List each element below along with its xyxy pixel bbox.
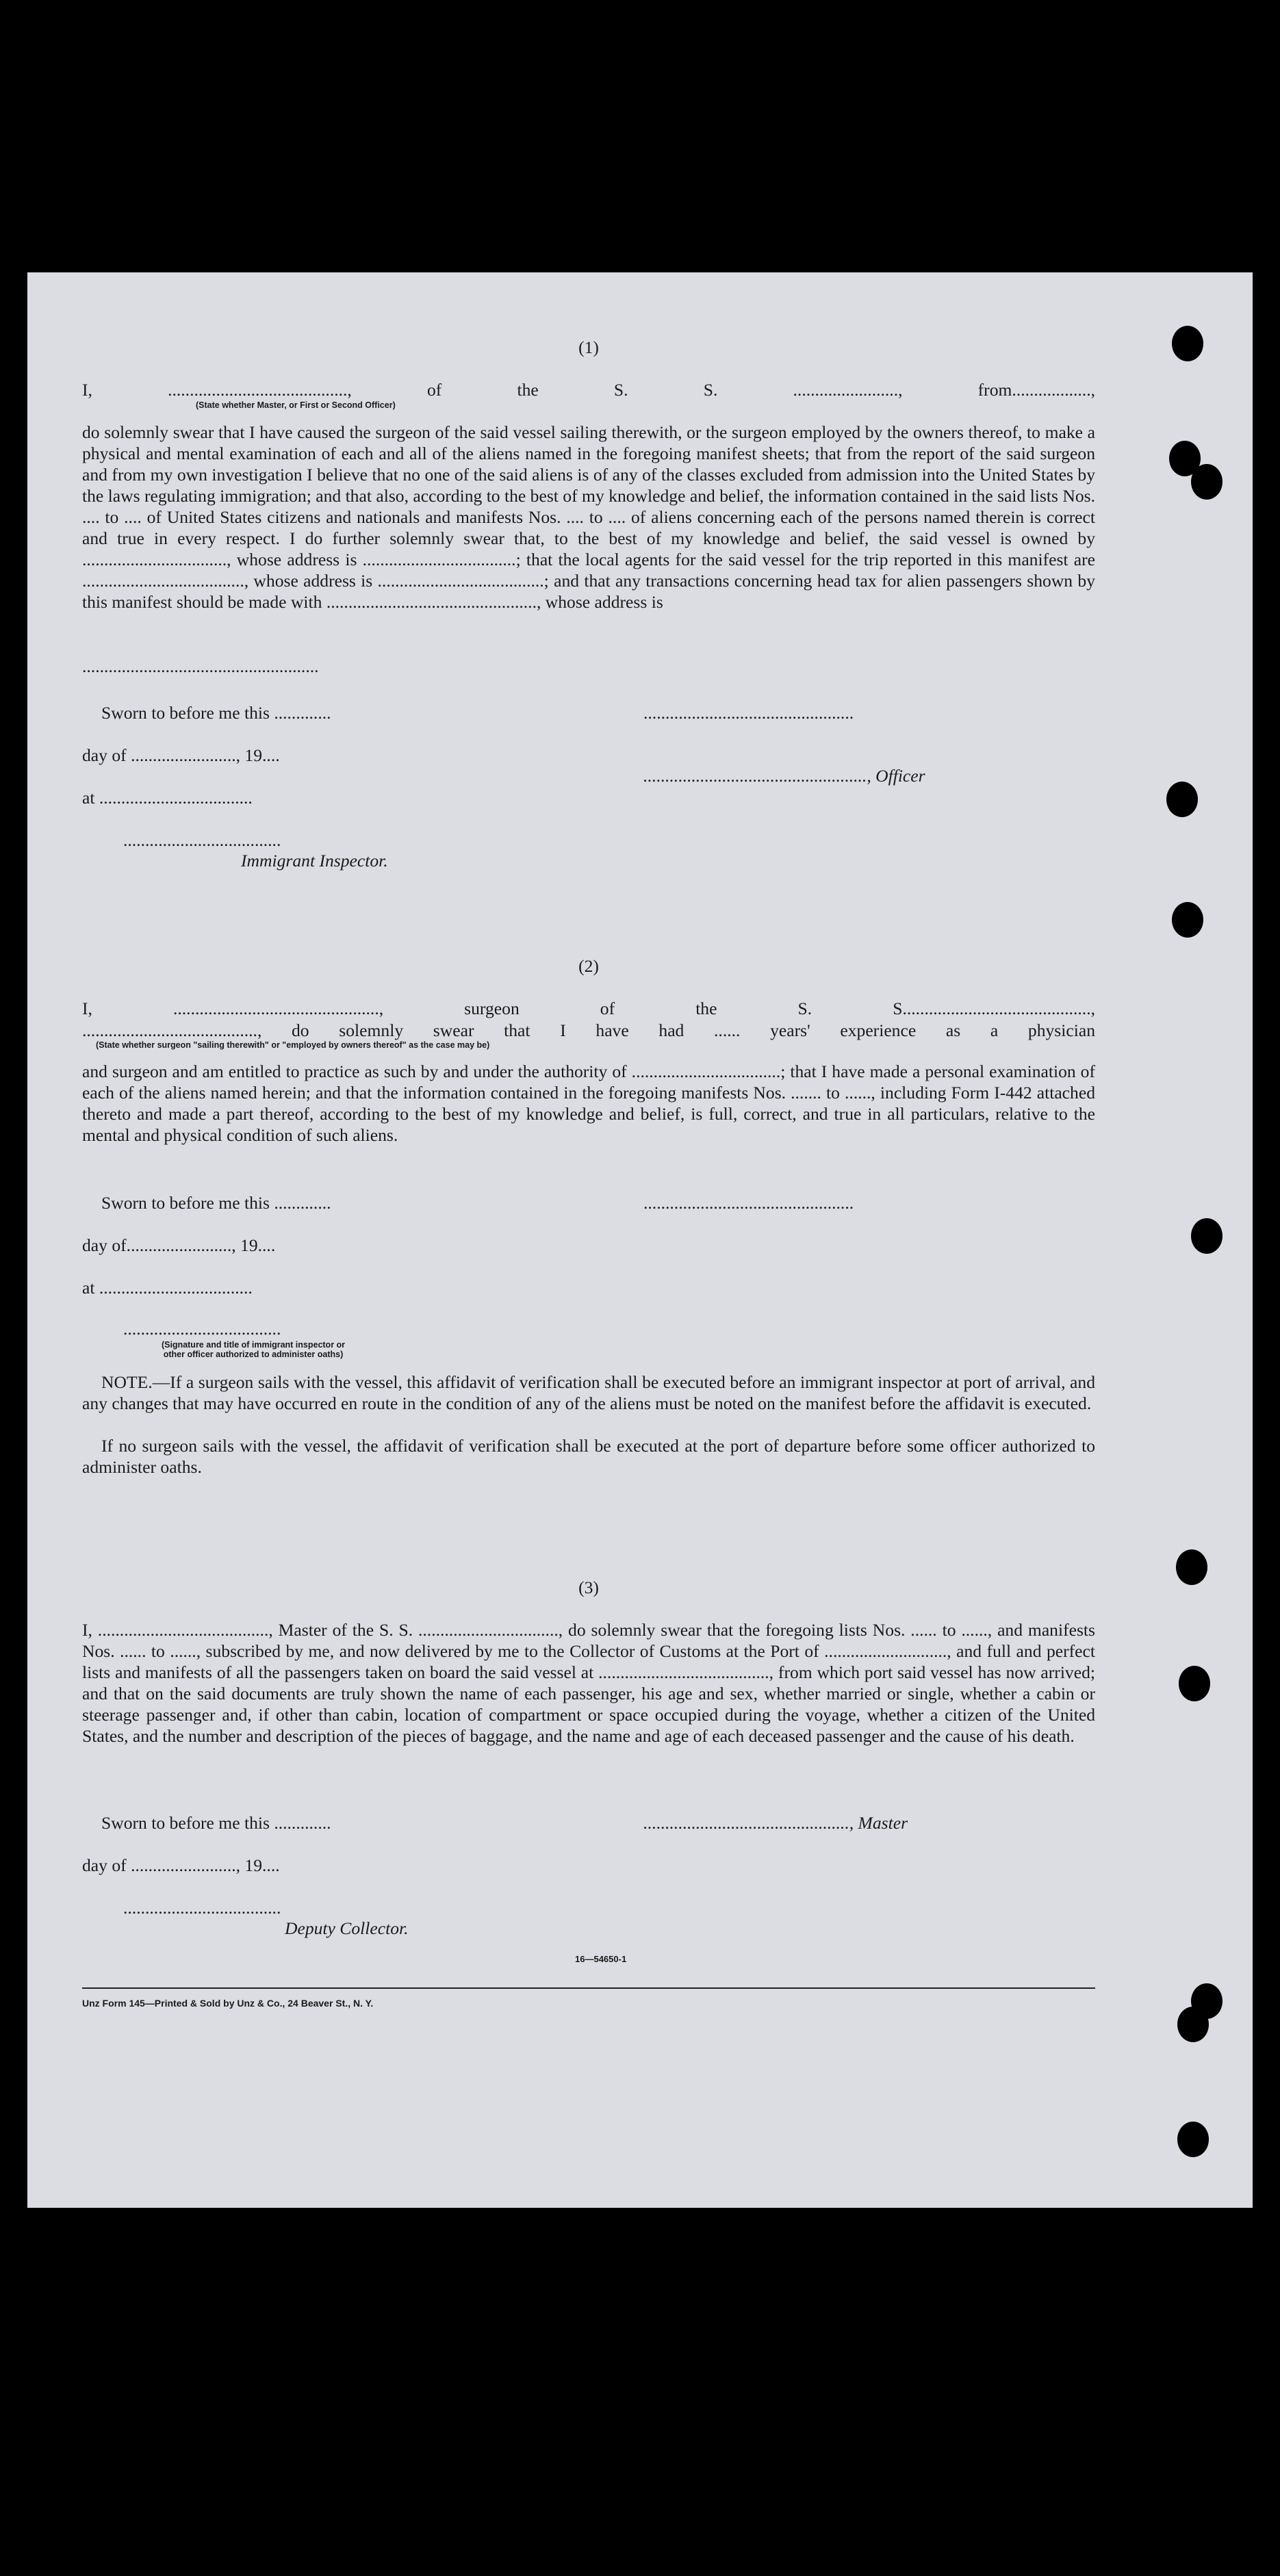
section-1-inspector-label: Immigrant Inspector. xyxy=(241,851,388,871)
section-2-at: at ................................... xyxy=(82,1278,253,1298)
section-1-oath-line: I, ........................................., of the S. S. ........................, from.................., xyxy=(82,380,1095,400)
section-3-collector-dots: .................................... xyxy=(123,1898,281,1918)
punch-hole xyxy=(1177,2007,1209,2042)
section-3-collector-label: Deputy Collector. xyxy=(285,1918,409,1938)
punch-hole xyxy=(1166,782,1198,817)
punch-hole xyxy=(1191,464,1223,500)
punch-hole xyxy=(1191,1218,1223,1254)
form-page xyxy=(27,272,1253,2208)
section-2-body: and surgeon and am entitled to practice as such by and under the authority of ..................................; that I have made a personal examination of each of the aliens named herein; and that the information contained in the foregoing manifests Nos. ....... to ......, including Form I-442 attached thereto and made a part thereof, according to the best of my knowledge and belief, is full, correct, and true in all particulars, relative to the mental and physical condition of such aliens. xyxy=(82,1061,1095,1145)
section-3-day: day of ........................, 19.... xyxy=(82,1855,280,1875)
section-1-day: day of ........................, 19.... xyxy=(82,745,280,765)
section-1-sworn-signature: ................................................ xyxy=(643,703,854,723)
section-1-officer-line: ..................................................., Officer xyxy=(643,766,925,786)
form-number: 16—54650-1 xyxy=(575,1954,627,1964)
section-2-signature-caption-line-2: other officer authorized to administer oaths) xyxy=(163,1350,344,1359)
section-1-number: (1) xyxy=(578,337,599,357)
footer-rule xyxy=(82,1987,1095,1989)
section-1-body: do solemnly swear that I have caused the surgeon of the said vessel sailing therewith, or the surgeon employed by the owners thereof, to make a physical and mental examination of each and all of the aliens named in the foregoing manifest sheets; that from the report of the said surgeon and from my own investigation I believe that no one of the said aliens is of any of the classes excluded from admission into the United States by the laws regulating immigration; and that also, according to the best of my knowledge and belief, the information contained in the said lists Nos. .... to .... of United States citizens and nationals and manifests Nos. .... to .... of aliens concerning each of the persons named therein is correct and true in every respect. I do further solemnly swear that, to the best of my knowledge and belief, the said vessel is owned by ................................., whose address is ...................................; that the local agents for the said vessel for the trip reported in this manifest are ....................................., whose address is ......................................; and that any transactions concerning head tax for alien passengers shown by this manifest should be made with ................................................, whose address is xyxy=(82,422,1095,612)
section-2-number: (2) xyxy=(578,956,599,976)
section-2-caption: (State whether surgeon "sailing therewith" or "employed by owners thereof" as the case may be) xyxy=(96,1040,490,1050)
section-2-signature-caption xyxy=(110,1340,397,1359)
section-1-trailing-dots: ...................................................... xyxy=(82,656,319,676)
section-2-oath-line: I, ..............................................., surgeon of the S. S..........................................., xyxy=(82,999,1095,1018)
punch-hole xyxy=(1177,2122,1209,2157)
punch-hole xyxy=(1179,1666,1210,1701)
section-2-signature-caption-line-1: (Signature and title of immigrant inspector or xyxy=(161,1340,346,1350)
footer-imprint: Unz Form 145—Printed & Sold by Unz & Co., 24 Beaver St., N. Y. xyxy=(82,1998,374,2009)
section-1-sworn: Sworn to before me this ............. xyxy=(101,703,331,723)
section-1-inspector-dots: .................................... xyxy=(123,830,281,850)
section-2-sworn: Sworn to before me this ............. xyxy=(101,1193,331,1213)
section-3-sworn: Sworn to before me this ............. xyxy=(101,1813,331,1833)
section-2-oath-line-2: ........................................, do solemnly swear that I have had ...... years' experience as a physician xyxy=(82,1020,1095,1040)
section-2-note-2: If no surgeon sails with the vessel, the affidavit of verification shall be executed at the port of departure before some officer authorized to administer oaths. xyxy=(82,1436,1095,1477)
section-1-at: at ................................... xyxy=(82,788,253,808)
section-3-body: I, ......................................., Master of the S. S. ................................, do solemnly swear that the foregoing lists Nos. ...... to ......, and manifests Nos. ...... to ......, subscribed by me, and now delivered by me to the Collector of Customs at the Port of ............................, and full and perfect lists and manifests of all the passengers taken on board the said vessel at ......................................., from which port said vessel has now arrived; and that on the said documents are truly shown the name of each passenger, his age and sex, whether married or single, whether a cabin or steerage passenger and, if other than cabin, location of compartment or space occupied during the voyage, whether a citizen of the United States, and the number and description of the pieces of baggage, and the name and age of each deceased passenger and the cause of his death. xyxy=(82,1620,1095,1746)
section-2-day: day of........................, 19.... xyxy=(82,1235,276,1255)
punch-hole xyxy=(1172,326,1203,361)
section-3-number: (3) xyxy=(578,1577,599,1597)
punch-hole xyxy=(1176,1549,1207,1585)
section-1-caption: (State whether Master, or First or Second Officer) xyxy=(196,400,396,410)
section-2-signature-dots: .................................... xyxy=(123,1319,281,1339)
section-2-sworn-signature: ................................................ xyxy=(643,1193,854,1213)
section-2-note: NOTE.—If a surgeon sails with the vessel, this affidavit of verification shall be executed before an immigrant inspector at port of arrival, and any changes that may have occurred en route in the condition of any of the aliens must be noted on the manifest before the affidavit is executed. xyxy=(82,1372,1095,1413)
section-3-master-line: ..............................................., Master xyxy=(643,1813,908,1833)
punch-hole xyxy=(1172,902,1203,938)
